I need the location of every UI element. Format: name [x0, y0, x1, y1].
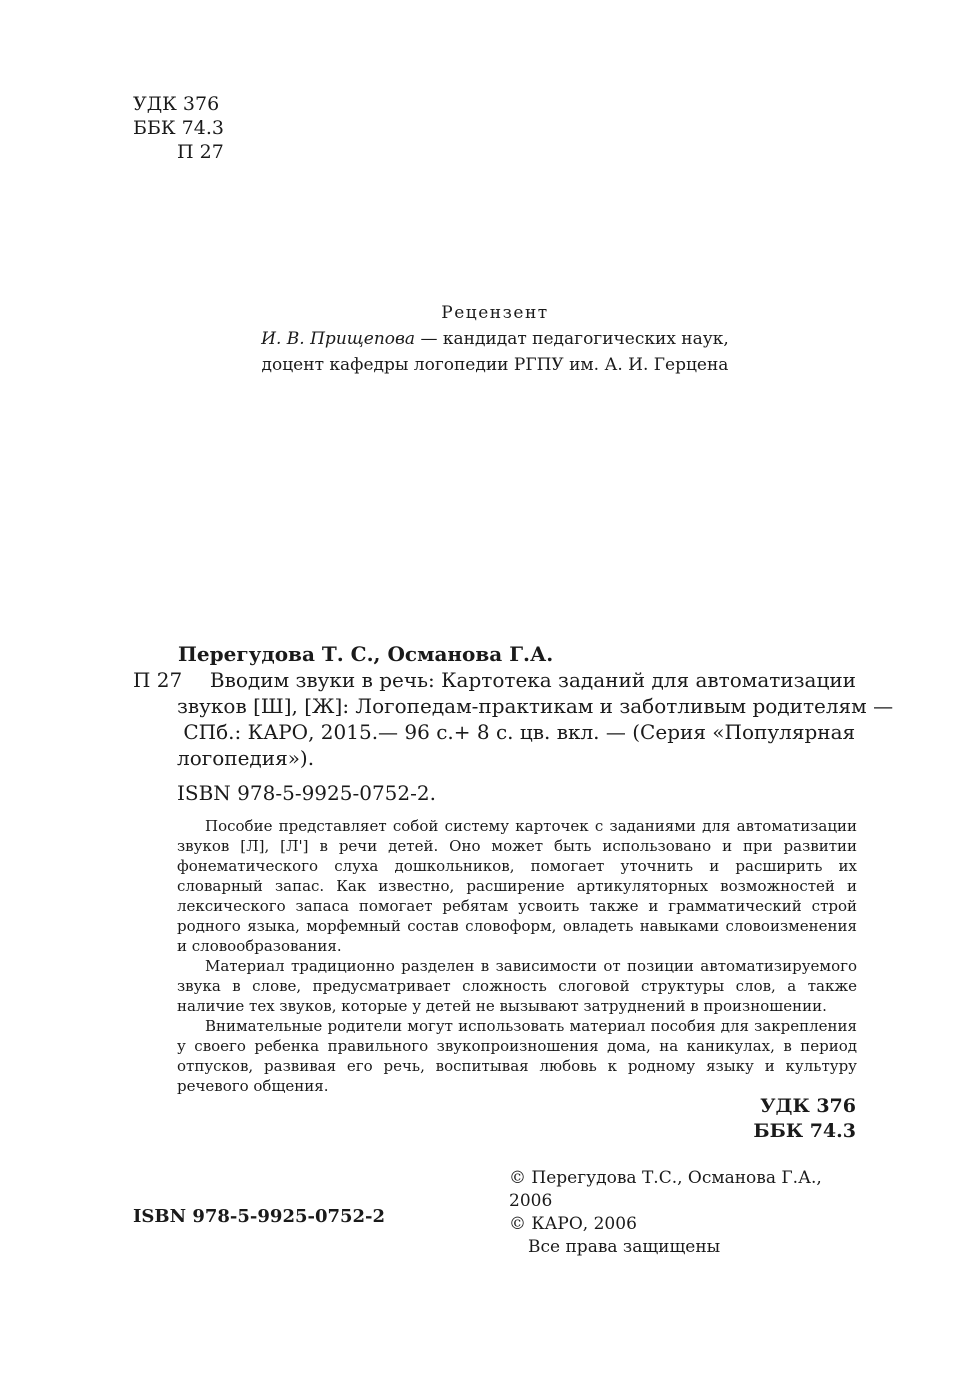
rights-reserved: Все права защищены — [528, 1237, 721, 1257]
record-line-4 — [133, 745, 856, 771]
udk-code: УДК 376 — [133, 93, 220, 115]
reviewer-line-1 — [230, 326, 760, 352]
reviewer-title: — кандидат педагогических наук, — [415, 329, 729, 349]
reviewer-block — [230, 300, 760, 378]
annotation — [177, 816, 857, 1096]
footer-udk: УДК 376 — [760, 1095, 856, 1117]
reviewer-line-2: доцент кафедры логопедии РГПУ им. А. И. Герцена — [261, 355, 729, 375]
copyright-block — [509, 1167, 857, 1259]
reviewer-heading: Рецензент — [441, 303, 549, 323]
classification-block — [133, 92, 224, 164]
annotation-paragraph-1: Пособие представляет собой систему карточек с заданиями для автоматизации звуков [Л], [Л'] в речи детей. Оно может быть использовано и при развитии фонематического слуха дошкольников, помогает уточнить и расширить их словарный запас. Как известно, расширение артикуляторных возможностей и лексического запаса помогает ребятам усвоить также и грамматический строй родного языка, морфемный состав словоформ, овладеть навыками словоизменения и словообразования. — [177, 817, 857, 955]
author-mark: П 27 — [177, 141, 224, 163]
bibliographic-record — [133, 667, 894, 771]
record-line-2 — [133, 693, 894, 719]
record-line-1 — [133, 667, 856, 693]
footer-isbn: ISBN 978-5-9925-0752-2 — [133, 1206, 386, 1227]
record-title-2: звуков [Ш], [Ж]: Логопедам-практикам и заботливым родителям — — [177, 694, 894, 718]
footer-classification — [753, 1094, 856, 1144]
copyright-publisher: © КАРО, 2006 — [509, 1214, 637, 1234]
record-mark: П 27 — [133, 668, 183, 692]
annotation-paragraph-3: Внимательные родители могут использовать материал пособия для закрепления у своего ребенка правильного звукопроизношения дома, на каникулах, в период отпусков, развивая его речь, воспитывая любовь к родному языку и культуру речевого общения. — [177, 1017, 857, 1095]
record-title-1: Вводим звуки в речь: Картотека заданий для автоматизации — [209, 668, 856, 692]
annotation-paragraph-2: Материал традиционно разделен в зависимости от позиции автоматизируемого звука в слове, предусматривает сложность слоговой структуры слов, а также наличие тех звуков, которые у детей не вызывают затруднений в произношении. — [177, 957, 857, 1015]
copyright-authors: © Перегудова Т.С., Османова Г.А., 2006 — [509, 1168, 822, 1211]
reviewer-name: И. В. Прищепова — [261, 329, 416, 349]
record-title-4: логопедия»). — [177, 746, 315, 770]
bbk-code: ББК 74.3 — [133, 117, 224, 139]
record-isbn: ISBN 978-5-9925-0752-2. — [177, 781, 436, 805]
footer-bbk: ББК 74.3 — [753, 1120, 856, 1142]
record-line-3 — [133, 719, 856, 745]
record-authors: Перегудова Т. С., Османова Г.А. — [178, 642, 554, 666]
record-title-3: СПб.: КАРО, 2015.— 96 с.+ 8 с. цв. вкл. — (Серия «Популярная — [177, 720, 856, 744]
